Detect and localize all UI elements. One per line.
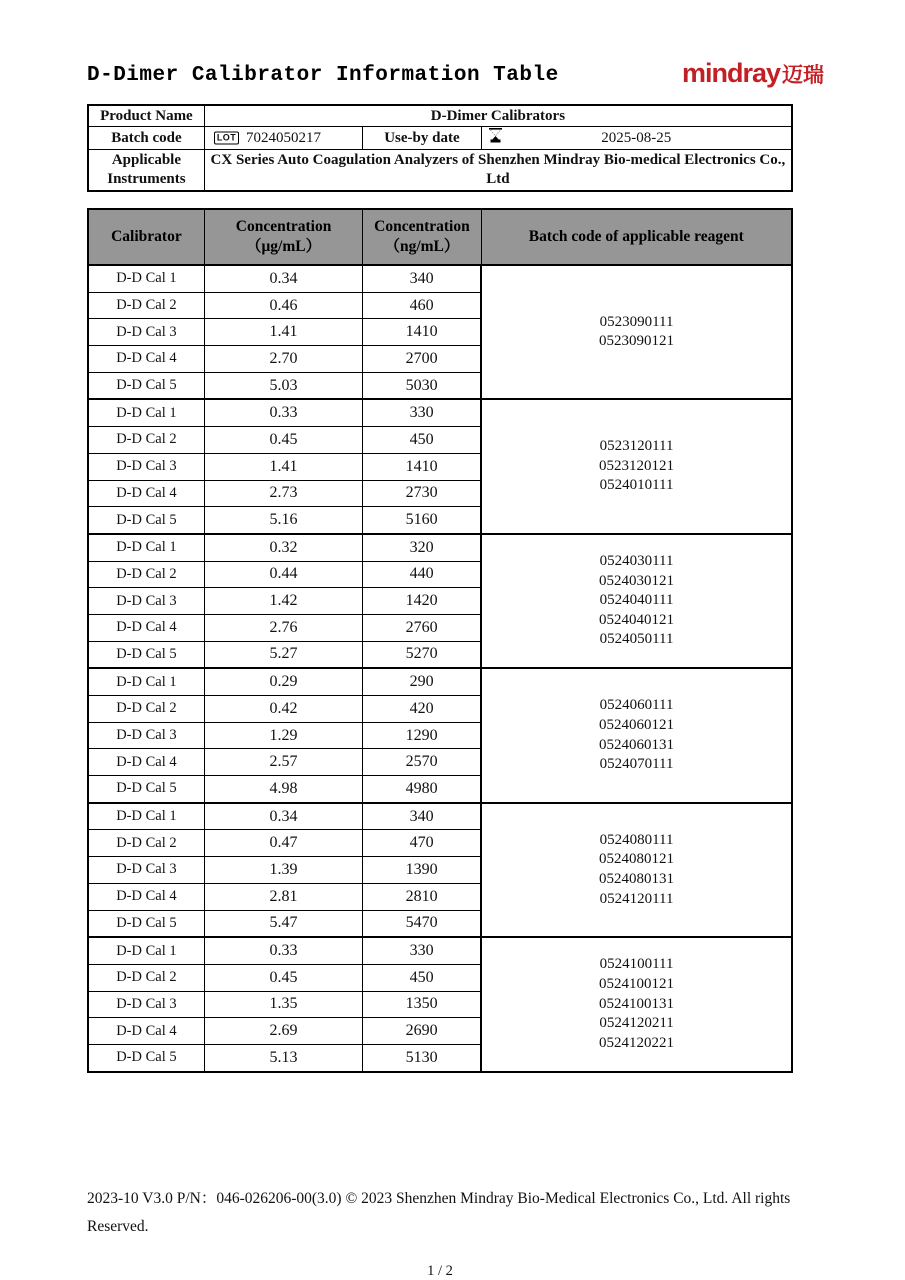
product-name-value: D-Dimer Calibrators — [204, 105, 792, 127]
concentration-ng-cell: 340 — [363, 265, 481, 292]
concentration-ug-cell: 0.32 — [204, 534, 362, 561]
calibrator-name-cell: D-D Cal 5 — [88, 776, 204, 803]
calibrator-name-cell: D-D Cal 2 — [88, 427, 204, 454]
calibrator-group — [88, 937, 792, 1071]
product-info-table — [87, 104, 793, 192]
concentration-ng-cell: 2760 — [363, 614, 481, 641]
concentration-ug-cell: 0.42 — [204, 696, 362, 723]
concentration-ug-cell: 1.35 — [204, 991, 362, 1018]
table-row — [88, 399, 792, 426]
calibrator-name-cell: D-D Cal 5 — [88, 1044, 204, 1071]
concentration-ug-cell: 0.46 — [204, 292, 362, 319]
batch-codes-cell — [481, 668, 792, 802]
footer-line-2: Reserved. — [87, 1217, 149, 1235]
concentration-ng-cell: 470 — [363, 830, 481, 857]
table-row — [88, 937, 792, 964]
concentration-ug-cell: 2.70 — [204, 346, 362, 373]
batch-code-line: 0524060111 — [599, 697, 674, 714]
header-concentration-ng-line2: （ng/mL） — [384, 238, 460, 255]
calibrator-name-cell: D-D Cal 1 — [88, 937, 204, 964]
calibrator-name-cell: D-D Cal 5 — [88, 507, 204, 534]
calibrator-name-cell: D-D Cal 4 — [88, 1018, 204, 1045]
calibrator-name-cell: D-D Cal 1 — [88, 399, 204, 426]
calibrator-name-cell: D-D Cal 4 — [88, 749, 204, 776]
document-header — [87, 58, 824, 87]
batch-codes-cell — [481, 534, 792, 668]
table-row — [88, 534, 792, 561]
footer-text — [87, 1185, 832, 1241]
batch-code-line: 0524120211 — [599, 1015, 674, 1032]
calibrator-table — [87, 208, 793, 1073]
calibrator-name-cell: D-D Cal 3 — [88, 991, 204, 1018]
batch-code-list — [482, 696, 791, 774]
concentration-ng-cell: 460 — [363, 292, 481, 319]
calibrator-group — [88, 534, 792, 668]
batch-code-line: 0524070111 — [599, 756, 674, 773]
calibrator-name-cell: D-D Cal 2 — [88, 696, 204, 723]
concentration-ug-cell: 2.76 — [204, 614, 362, 641]
header-row — [88, 209, 792, 265]
concentration-ng-cell: 5160 — [363, 507, 481, 534]
mindray-logo — [682, 58, 824, 87]
concentration-ng-cell: 2570 — [363, 749, 481, 776]
batch-code-line: 0524010111 — [599, 477, 674, 494]
header-calibrator — [88, 209, 204, 265]
concentration-ug-cell: 5.13 — [204, 1044, 362, 1071]
concentration-ng-cell: 1350 — [363, 991, 481, 1018]
calibrator-name-cell: D-D Cal 3 — [88, 857, 204, 884]
use-by-date-value: 2025-08-25 — [601, 129, 672, 146]
concentration-ng-cell: 1410 — [363, 319, 481, 346]
batch-code-line: 0524060121 — [599, 716, 675, 733]
concentration-ug-cell: 1.39 — [204, 857, 362, 884]
concentration-ug-cell: 0.34 — [204, 803, 362, 830]
calibrator-name-cell: D-D Cal 4 — [88, 480, 204, 507]
calibrator-table-header — [88, 209, 792, 265]
concentration-ug-cell: 5.16 — [204, 507, 362, 534]
concentration-ug-cell: 1.29 — [204, 722, 362, 749]
concentration-ng-cell: 5470 — [363, 910, 481, 937]
batch-code-line: 0524080121 — [599, 851, 675, 868]
batch-code-list — [482, 552, 791, 650]
batch-code-value: 7024050217 — [246, 129, 322, 146]
concentration-ug-cell: 0.45 — [204, 964, 362, 991]
calibrator-group — [88, 803, 792, 937]
batch-code-line: 0523120111 — [599, 438, 674, 455]
concentration-ug-cell: 5.27 — [204, 641, 362, 668]
concentration-ng-cell: 2810 — [363, 883, 481, 910]
batch-code-line: 0524040121 — [599, 611, 675, 628]
header-concentration-ng — [363, 209, 481, 265]
batch-code-list — [482, 831, 791, 909]
concentration-ng-cell: 4980 — [363, 776, 481, 803]
concentration-ng-cell: 440 — [363, 561, 481, 588]
header-concentration-ug — [204, 209, 362, 265]
instruments-label: Applicable Instruments — [88, 150, 204, 192]
concentration-ng-cell: 450 — [363, 427, 481, 454]
concentration-ug-cell: 2.57 — [204, 749, 362, 776]
batch-code-line: 0523090111 — [599, 313, 674, 330]
concentration-ug-cell: 2.81 — [204, 883, 362, 910]
concentration-ug-cell: 0.45 — [204, 427, 362, 454]
header-batch-code-text: Batch code of applicable reagent — [528, 227, 744, 245]
batch-code-line: 0524030111 — [599, 553, 674, 570]
concentration-ng-cell: 5130 — [363, 1044, 481, 1071]
batch-code-line: 0524100111 — [599, 956, 674, 973]
use-by-date-label: Use-by date — [363, 127, 481, 150]
batch-codes-cell — [481, 265, 792, 399]
header-calibrator-text: Calibrator — [111, 227, 182, 245]
batch-code-list — [482, 437, 791, 496]
table-row — [88, 668, 792, 695]
concentration-ng-cell: 2700 — [363, 346, 481, 373]
page-number: 1 / 2 — [427, 1262, 453, 1279]
calibrator-name-cell: D-D Cal 3 — [88, 588, 204, 615]
concentration-ng-cell: 320 — [363, 534, 481, 561]
logo-chinese-text: 迈瑞 — [782, 64, 824, 87]
concentration-ng-cell: 420 — [363, 696, 481, 723]
concentration-ug-cell: 5.03 — [204, 372, 362, 399]
calibrator-name-cell: D-D Cal 5 — [88, 372, 204, 399]
batch-code-line: 0524120111 — [599, 890, 674, 907]
calibrator-name-cell: D-D Cal 4 — [88, 883, 204, 910]
concentration-ng-cell: 1410 — [363, 453, 481, 480]
concentration-ug-cell: 0.47 — [204, 830, 362, 857]
table-row — [88, 265, 792, 292]
concentration-ng-cell: 2690 — [363, 1018, 481, 1045]
concentration-ng-cell: 450 — [363, 964, 481, 991]
page-title: D-Dimer Calibrator Information Table — [87, 64, 559, 87]
calibrator-name-cell: D-D Cal 5 — [88, 910, 204, 937]
batch-code-line: 0524060131 — [599, 736, 675, 753]
calibrator-name-cell: D-D Cal 2 — [88, 830, 204, 857]
product-name-label: Product Name — [88, 105, 204, 127]
calibrator-name-cell: D-D Cal 4 — [88, 614, 204, 641]
batch-code-row — [88, 127, 792, 150]
calibrator-group — [88, 399, 792, 533]
concentration-ng-cell: 5030 — [363, 372, 481, 399]
concentration-ug-cell: 0.33 — [204, 937, 362, 964]
calibrator-name-cell: D-D Cal 3 — [88, 722, 204, 749]
calibrator-name-cell: D-D Cal 1 — [88, 668, 204, 695]
footer-line-1: 2023-10 V3.0 P/N：046-026206-00(3.0) © 2023 Shenzhen Mindray Bio-Medical Electronics Co., Ltd. All rights — [87, 1189, 791, 1207]
concentration-ug-cell: 1.41 — [204, 453, 362, 480]
batch-code-list — [482, 313, 791, 352]
concentration-ug-cell: 0.33 — [204, 399, 362, 426]
concentration-ug-cell: 5.47 — [204, 910, 362, 937]
concentration-ng-cell: 330 — [363, 399, 481, 426]
batch-codes-cell — [481, 803, 792, 937]
concentration-ug-cell: 0.44 — [204, 561, 362, 588]
calibrator-name-cell: D-D Cal 5 — [88, 641, 204, 668]
concentration-ng-cell: 290 — [363, 668, 481, 695]
product-name-row — [88, 105, 792, 127]
concentration-ug-cell: 4.98 — [204, 776, 362, 803]
concentration-ug-cell: 2.69 — [204, 1018, 362, 1045]
calibrator-name-cell: D-D Cal 2 — [88, 561, 204, 588]
batch-code-line: 0523090121 — [599, 333, 675, 350]
batch-code-label: Batch code — [88, 127, 204, 150]
concentration-ng-cell: 5270 — [363, 641, 481, 668]
concentration-ng-cell: 330 — [363, 937, 481, 964]
concentration-ug-cell: 1.41 — [204, 319, 362, 346]
concentration-ug-cell: 0.34 — [204, 265, 362, 292]
concentration-ug-cell: 2.73 — [204, 480, 362, 507]
calibrator-group — [88, 668, 792, 802]
batch-code-list — [482, 955, 791, 1053]
concentration-ng-cell: 1420 — [363, 588, 481, 615]
concentration-ng-cell: 1390 — [363, 857, 481, 884]
instruments-value: CX Series Auto Coagulation Analyzers of Shenzhen Mindray Bio-medical Electronics Co., Ltd — [204, 150, 792, 192]
concentration-ng-cell: 1290 — [363, 722, 481, 749]
batch-code-line: 0523120121 — [599, 457, 675, 474]
batch-code-line: 0524080111 — [599, 831, 674, 848]
calibrator-name-cell: D-D Cal 2 — [88, 964, 204, 991]
concentration-ng-cell: 340 — [363, 803, 481, 830]
batch-code-line: 0524030121 — [599, 572, 675, 589]
batch-code-line: 0524100131 — [599, 995, 675, 1012]
calibrator-name-cell: D-D Cal 1 — [88, 534, 204, 561]
header-concentration-ug-line1: Concentration — [235, 217, 332, 235]
calibrator-group — [88, 265, 792, 399]
calibrator-name-cell: D-D Cal 2 — [88, 292, 204, 319]
batch-code-line: 0524050111 — [599, 631, 674, 648]
batch-code-line: 0524120221 — [599, 1034, 675, 1051]
applicable-instruments-row — [88, 150, 792, 192]
hourglass-expiry-icon — [489, 128, 502, 148]
batch-code-line: 0524040111 — [599, 592, 674, 609]
batch-code-line: 0524100121 — [599, 976, 675, 993]
calibrator-name-cell: D-D Cal 1 — [88, 803, 204, 830]
concentration-ug-cell: 0.29 — [204, 668, 362, 695]
header-concentration-ug-line2: （μg/mL） — [246, 238, 322, 255]
concentration-ug-cell: 1.42 — [204, 588, 362, 615]
calibrator-name-cell: D-D Cal 1 — [88, 265, 204, 292]
calibrator-name-cell: D-D Cal 4 — [88, 346, 204, 373]
calibrator-name-cell: D-D Cal 3 — [88, 319, 204, 346]
batch-codes-cell — [481, 399, 792, 533]
header-batch-code — [481, 209, 792, 265]
batch-codes-cell — [481, 937, 792, 1071]
concentration-ng-cell: 2730 — [363, 480, 481, 507]
calibrator-name-cell: D-D Cal 3 — [88, 453, 204, 480]
lot-icon: LOT — [214, 132, 240, 145]
batch-code-cell — [204, 127, 362, 150]
logo-brand-text: mindray — [681, 58, 780, 88]
use-by-date-cell — [481, 127, 792, 150]
batch-code-line: 0524080131 — [599, 870, 675, 887]
header-concentration-ng-line1: Concentration — [374, 217, 470, 235]
table-row — [88, 803, 792, 830]
